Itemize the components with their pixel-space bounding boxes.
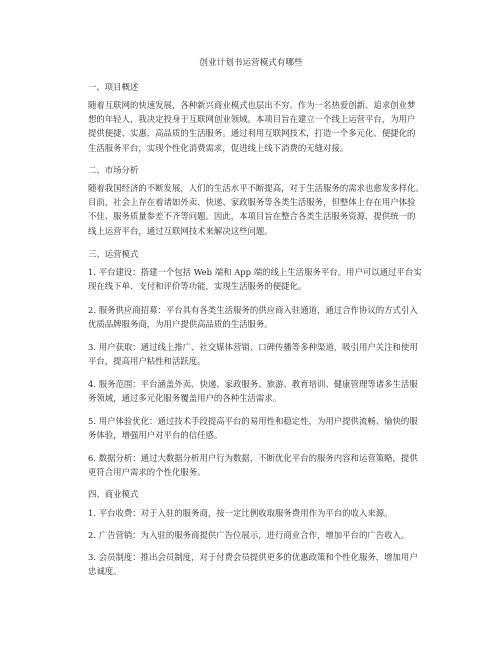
text-line: 1. 平台收费：对于入驻的服务商，按一定比例收取服务费用作为平台的收入来源。 <box>88 508 393 518</box>
text-line: 3. 用户获取：通过线上推广、社交媒体营销、口碑传播等多种渠道，吸引用户关注和使用 <box>88 342 418 352</box>
text-line: 务体验，增强用户对平台的信任感。 <box>88 430 223 441</box>
list-item <box>88 265 422 293</box>
list-item <box>88 303 418 331</box>
text-line: 生活服务平台，实现个性化消费需求，促进线上线下消费的无缝对接。 <box>88 142 349 153</box>
text-line: 随着互联网的快速发展，各种新兴商业模式也层出不穷。作为一名热爱创新、追求创业梦 <box>88 100 416 110</box>
list-item <box>88 377 418 405</box>
text-line: 线上运营平台，通过互联网技术来解决这些问题。 <box>88 225 273 236</box>
text-line: 5. 用户体验优化：通过技术手段提高平台的易用性和稳定性，为用户提供流畅、愉快的服 <box>88 416 418 426</box>
text-line: 6. 数据分析：通过大数据分析用户行为数据，不断优化平台的服务内容和运营策略，提供 <box>88 453 418 463</box>
text-line: 1. 平台建设：搭建一个包括 Web 端和 App 端的线上生活服务平台。用户可以通过平台实 <box>88 267 422 277</box>
section-heading-operation-model: 三、运营模式 <box>88 249 139 259</box>
list-item <box>88 451 418 479</box>
list-item <box>88 528 418 542</box>
text-line: 务领域，通过多元化服务覆盖用户的各种生活需求。 <box>88 393 282 404</box>
list-item <box>88 340 418 368</box>
list-item <box>88 506 418 520</box>
text-line: 想的年轻人，我决定投身于互联网创业领域。本项目旨在建立一个线上运营平台，为用户 <box>88 114 416 125</box>
text-line: 提供便捷、实惠、高品质的生活服务。通过利用互联网技术，打造一个多元化、便捷化的 <box>88 128 416 139</box>
paragraph <box>88 181 424 238</box>
text-line: 更符合用户需求的个性化服务。 <box>88 467 206 478</box>
text-line: 忠诚度。 <box>88 566 122 577</box>
text-line: 现在线下单、支付和评价等功能，实现生活服务的便捷化。 <box>88 281 307 292</box>
text-line: 3. 会员制度：推出会员制度，对于付费会员提供更多的优惠政策和个性化服务，增加用户 <box>88 552 418 562</box>
list-item <box>88 550 418 578</box>
text-line: 目前，社会上存在着诸如外卖、快递、家政服务等各类生活服务，但整体上存在用户体验 <box>88 197 416 208</box>
text-line: 不佳、服务质量参差不齐等问题。因此，本项目旨在整合各类生活服务资源，提供统一的 <box>88 211 416 222</box>
text-line: 2. 广告营销：为入驻的服务商提供广告位展示，进行商业合作，增加平台的广告收入。 <box>88 530 410 540</box>
text-line: 2. 服务供应商招募：平台具有各类生活服务的供应商入驻通道，通过合作协议的方式引入 <box>88 305 418 315</box>
text-line: 随着我国经济的不断发展，人们的生活水平不断提高，对于生活服务的需求也愈发多样化。 <box>88 183 424 193</box>
paragraph <box>88 98 418 155</box>
section-heading-business-model: 四、商业模式 <box>88 489 139 499</box>
list-item <box>88 414 418 442</box>
text-line: 4. 服务范围：平台涵盖外卖、快递、家政服务、旅游、教育培训、健康管理等诸多生活服 <box>88 379 418 389</box>
text-line: 优质品牌服务商，为用户提供高品质的生活服务。 <box>88 319 273 330</box>
text-line: 平台，提高用户粘性和活跃度。 <box>88 356 206 367</box>
section-heading-overview: 一、项目概述 <box>88 82 139 92</box>
document-title: 创业计划书运营模式有哪些 <box>199 58 303 68</box>
section-heading-market-analysis: 二、市场分析 <box>88 165 139 175</box>
